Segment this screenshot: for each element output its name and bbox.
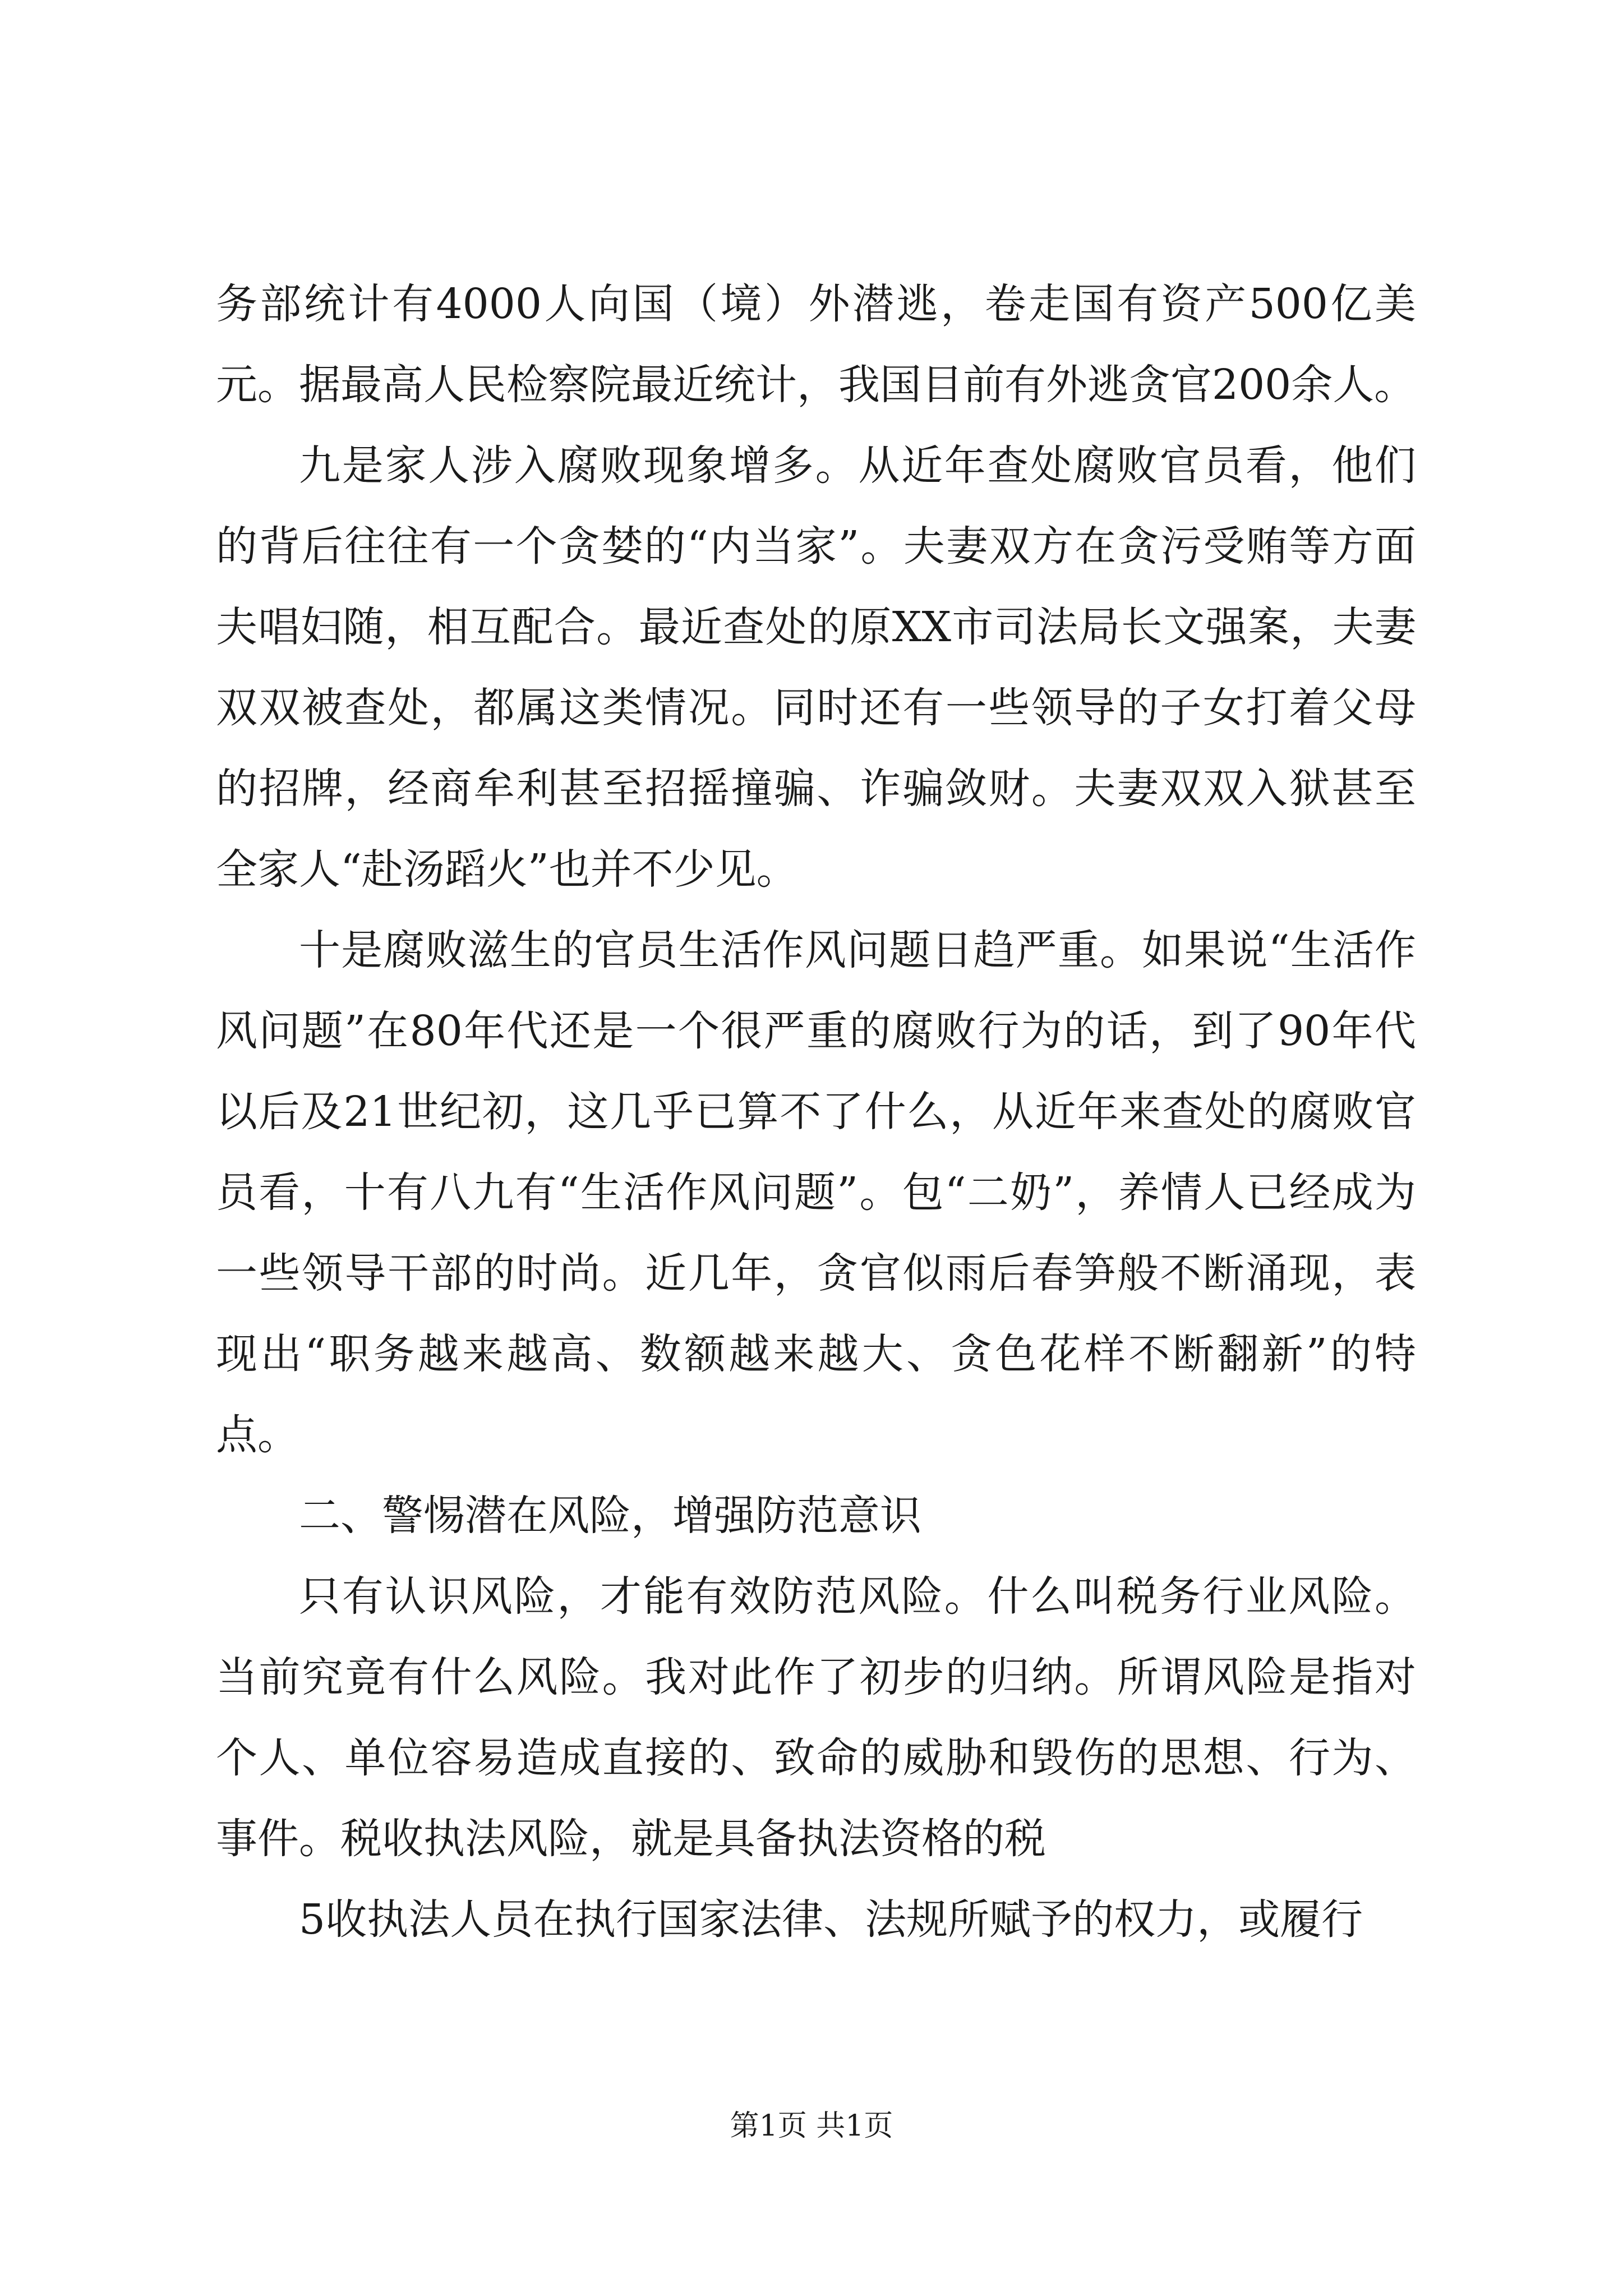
paragraph-overseas-flight: 务部统计有4000人向国（境）外潜逃，卷走国有资产500亿美元。据最高人民检察院最近统计，我国目前有外逃贪官200余人。 <box>216 280 1416 409</box>
paragraph-ninth-family-corruption: 九是家人涉入腐败现象增多。从近年查处腐败官员看，他们的背后往往有一个贪婪的“内当家”。夫妻双方在贪污受贿等方面夫唱妇随，相互配合。最近查处的原XX市司法局长文强案，夫妻双双被查处，都属这类情况。同时还有一些领导的子女打着父母的招牌，经商牟利甚至招摇撞骗、诈骗敛财。夫妻双双入狱甚至全家人“赴汤蹈火”也并不少见。 <box>216 441 1416 894</box>
page-footer <box>0 2106 1623 2146</box>
paragraph-tenth-lifestyle-issues: 十是腐败滋生的官员生活作风问题日趋严重。如果说“生活作风问题”在80年代还是一个很严重的腐败行为的话，到了90年代以后及21世纪初，这几乎已算不了什么，从近年来查处的腐败官员看，十有八九有“生活作风问题”。包“二奶”，养情人已经成为一些领导干部的时尚。近几年，贪官似雨后春笋般不断涌现，表现出“职务越来越高、数额越来越大、贪色花样不断翻新”的特点。 <box>216 926 1416 1459</box>
page-number-label: 第1页 共1页 <box>730 2109 893 2143</box>
paragraph-risk-definition: 只有认识风险，才能有效防范风险。什么叫税务行业风险。当前究竟有什么风险。我对此作了初步的归纳。所谓风险是指对个人、单位容易造成直接的、致命的威胁和毁伤的思想、行为、事件。税收执法风险，就是具备执法资格的税 <box>216 1572 1416 1863</box>
document-body <box>216 264 1416 1960</box>
paragraph-continuation: 5收执法人员在执行国家法律、法规所赋予的权力，或履行 <box>299 1895 1363 1944</box>
section-heading-risk-awareness: 二、警惕潜在风险，增强防范意识 <box>299 1492 921 1540</box>
